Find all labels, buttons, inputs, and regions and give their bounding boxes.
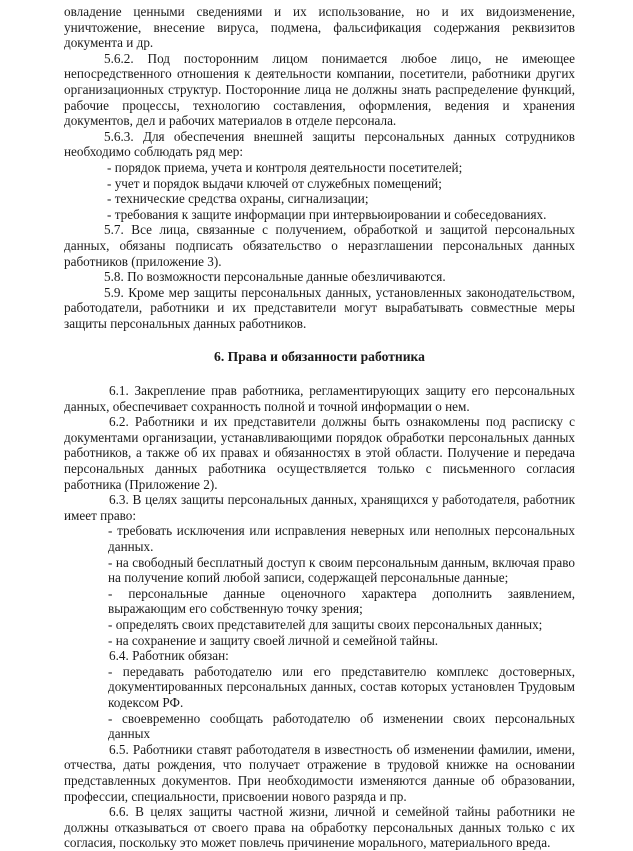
measure-item: - учет и порядок выдачи ключей от служебных помещений; [107,175,442,191]
paragraph-6-2: 6.2. Работники и их представители должны быть ознакомлены под расписку с документами организации, устанавливающими порядок обработки персональных данных работников, а также об их правах и обязанностях в этой области. Получение и передача персональных данных работника осуществляется только с письменного согласия работника (Приложение 2). [64,414,575,492]
paragraph-6-6: 6.6. В целях защиты частной жизни, личной и семейной тайны работники не должны отказываться от своего права на обработку персональных данных только с их согласия, поскольку это может повлечь причинение морального, материального вреда. [64,804,575,851]
measure-item: - технические средства охраны, сигнализации; [107,191,369,207]
right-item: - на сохранение и защиту своей личной и семейной тайны. [108,632,439,648]
section-heading: 6. Права и обязанности работника [214,349,425,365]
right-item: - определять своих представителей для защиты своих персональных данных; [108,616,543,632]
paragraph-5-6-1-end: овладение ценными сведениями и их использование, но и их видоизменение, уничтожение, внесение вируса, подмена, фальсификация содержания реквизитов документа и др. [64,4,575,51]
right-item: - персональные данные оценочного характера дополнить заявлением, выражающим его собственную точку зрения; [108,585,575,617]
measure-item: - порядок приема, учета и контроля деятельности посетителей; [107,159,463,175]
paragraph-5-8: 5.8. По возможности персональные данные обезличиваются. [104,269,446,285]
paragraph-6-5: 6.5. Работники ставят работодателя в известность об изменении фамилии, имени, отчества, даты рождения, что получает отражение в трудовой книжке на основании представленных документов. При необходимости изменяются данные об образовании, профессии, специальности, присвоении нового разряда и пр. [64,741,575,804]
paragraph-6-3: 6.3. В целях защиты персональных данных, хранящихся у работодателя, работник имеет право: [64,492,575,523]
right-item: - на свободный бесплатный доступ к своим персональным данным, включая право на получение копий любой записи, содержащей персональные данные; [108,554,575,586]
paragraph-6-4: 6.4. Работник обязан: [109,648,229,664]
measure-item: - требования к защите информации при интервьюировании и собеседованиях. [107,206,547,222]
paragraph-5-7: 5.7. Все лица, связанные с получением, обработкой и защитой персональных данных, обязаны подписать обязательство о неразглашении персональных данных работников (приложение 3). [64,222,575,269]
paragraph-5-9: 5.9. Кроме мер защиты персональных данных, установленных законодательством, работодатели, работники и их представители могут вырабатывать совместные меры защиты персональных данных работников. [64,284,575,331]
paragraph-5-6-3: 5.6.3. Для обеспечения внешней защиты персональных данных сотрудников необходимо соблюдать ряд мер: [64,128,575,160]
duty-item: - передавать работодателю или его представителю комплекс достоверных, документированных персональных данных, состав которых установлен Трудовым кодексом РФ. [108,663,575,710]
paragraph-5-6-2: 5.6.2. Под посторонним лицом понимается любое лицо, не имеющее непосредственного отношения к деятельности компании, посетители, работники других организационных структур. Посторонние лица не должны знать распределение функций, рабочие процессы, технологию составления, оформления, ведения и хранения документов, дел и рабочих материалов в отделе персонала. [64,50,575,129]
paragraph-6-1: 6.1. Закрепление прав работника, регламентирующих защиту его персональных данных, обеспечивает сохранность полной и точной информации о нем. [64,383,575,414]
duty-item: - своевременно сообщать работодателю об изменении своих персональных данных [108,710,575,742]
right-item: - требовать исключения или исправления неверных или неполных персональных данных. [108,523,575,554]
